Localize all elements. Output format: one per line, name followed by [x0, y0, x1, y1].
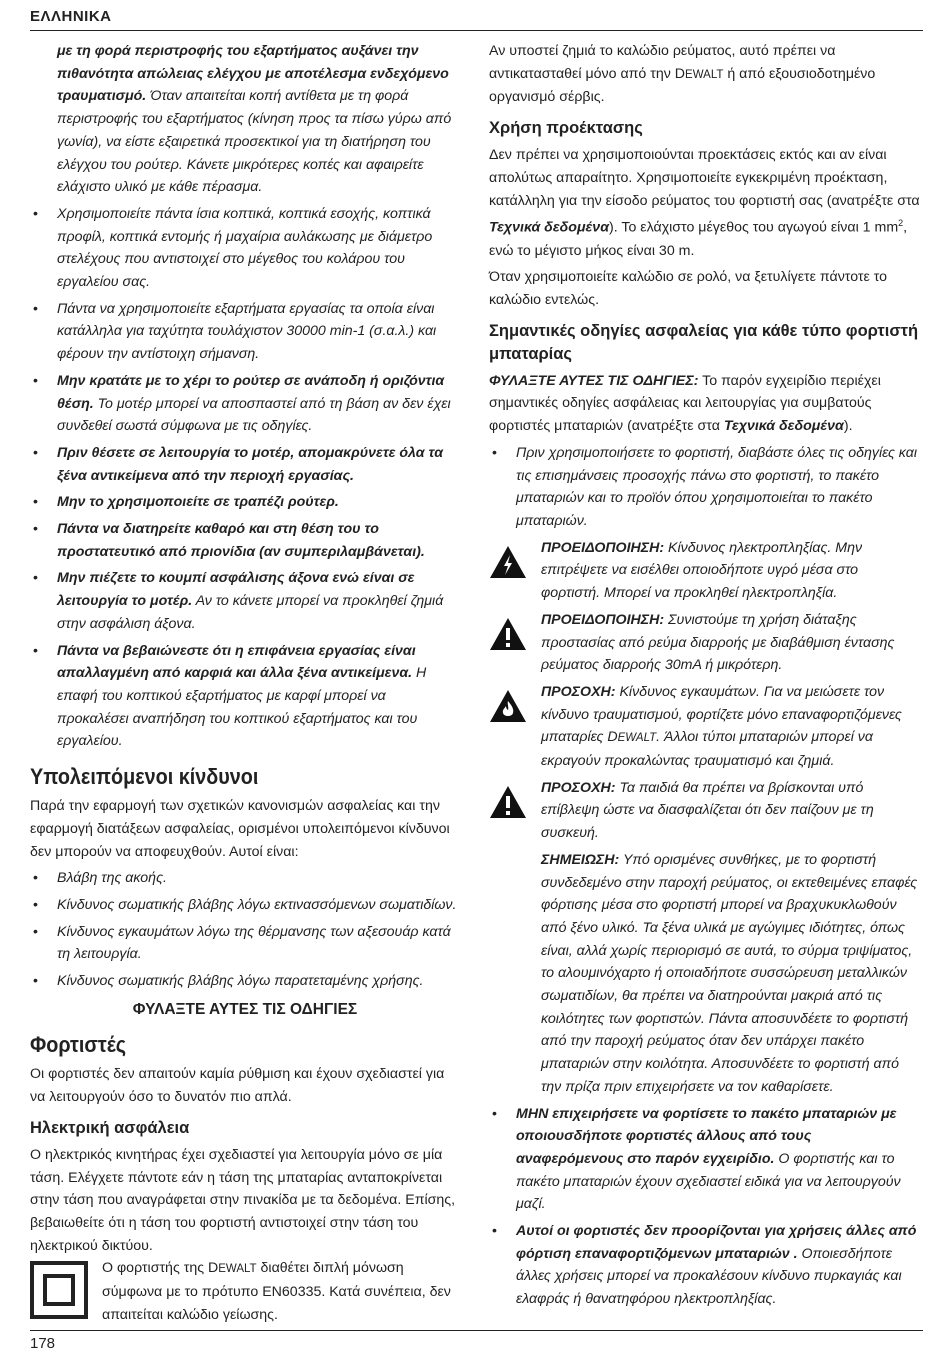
heading-residual-risks: Υπολειπόμενοι κίνδυνοι [30, 764, 259, 790]
left-column [30, 40, 460, 1326]
list-item: • Πριν θέσετε σε λειτουργία το μοτέρ, απομακρύνετε όλα τα ξένα αντικείμενα από την περιοχή εργασίας. [30, 442, 460, 487]
list-item: • Κίνδυνος σωματικής βλάβης λόγω παρατεταμένης χρήσης. [30, 970, 460, 993]
cable-paragraph: Αν υποστεί ζημιά το καλώδιο ρεύματος, αυτό πρέπει να αντικατασταθεί μόνο από την DEWALT ή από εξουσιοδοτημένο οργανισμό σέρβις. [489, 43, 876, 106]
list-item: • Πάντα να βεβαιώνεστε ότι η επιφάνεια εργασίας είναι απαλλαγμένη από καρφιά και άλλα ξένα αντικείμενα. Η επαφή του κοπτικού εξαρτήματος με καρφί μπορεί να προκαλέσει αναπήδηση του κοπτικού εξαρτήματος και του εργαλείου. [30, 640, 460, 754]
list-item: • Αυτοί οι φορτιστές δεν προορίζονται για χρήσεις άλλες από φόρτιση επαναφορτιζόμενων μπαταριών . Οποιεσδήποτε άλλες χρήσεις μπορεί να προκαλέσουν κίνδυνο πυρκαγιάς και ελαφράς ή θανατηφόρου ηλεκτροπληξίας. [489, 1220, 921, 1311]
list-item: • Μην κρατάτε με το χέρι το ρούτερ σε ανάποδη ή οριζόντια θέση. Το μοτέρ μπορεί να αποσπαστεί από τη βάση αν δεν έχει συνδεθεί σωστά σύμφωνα με τις οδηγίες. [30, 370, 460, 438]
list-item: • Μην πιέζετε το κουμπί ασφάλισης άξονα ενώ είναι σε λειτουργία το μοτέρ. Αν το κάνετε μπορεί να προκληθεί ζημιά στην ασφάλιση άξονα. [30, 567, 460, 635]
double-insulation-note: Ο φορτιστής της DEWALT διαθέτει διπλή μόνωση σύμφωνα με το πρότυπο EN60335. Κατά συνέπεια, δεν απαιτείται καλώδιο γείωσης. [30, 1257, 460, 1326]
electrical-paragraph: Ο ηλεκτρικός κινητήρας έχει σχεδιαστεί για λειτουργία μόνο σε μία τάση. Ελέγχετε πάντοτε εάν η τάση της μπαταρίας ανταποκρίνεται στην τάση που αναγράφεται στην πινακίδα με τα δεδομένα. Επίσης, βεβαιωθείτε ότι η τάση του φορτιστή αντιστοιχεί στην τάση του ηλεκτρικού δικτύου. [30, 1146, 456, 1254]
warning-rcd: ΠΡΟΕΙΔΟΠΟΙΗΣΗ: Συνιστούμε τη χρήση διάταξης προστασίας από ρεύμα διαρροής με διαβάθμιση έντασης ρεύματος διαρροής 30mA ή μικρότερη. [489, 609, 921, 677]
list-item: • ΜΗΝ επιχειρήσετε να φορτίσετε το πακέτο μπαταριών με οποιουσδήποτε φορτιστές άλλους από τους αναφερόμενους στο παρόν εγχειρίδιο. Ο φορτιστής και το πακέτο μπαταριών έχουν σχεδιαστεί ειδικά για να λειτουργούν μαζί. [489, 1103, 921, 1217]
important-paragraph: ΦΥΛΑΞΤΕ ΑΥΤΕΣ ΤΙΣ ΟΔΗΓΙΕΣ: Το παρόν εγχειρίδιο περιέχει σημαντικές οδηγίες ασφάλειας και λειτουργίας για συμβατούς φορτιστές μπαταριών (ανατρέξτε στα Τεχνικά δεδομένα). [489, 372, 881, 435]
language-label: ΕΛΛΗΝΙΚΑ [30, 8, 112, 25]
list-item: • Κίνδυνος εγκαυμάτων λόγω της θέρμανσης των αξεσουάρ κατά τη λειτουργία. [30, 921, 460, 966]
list-item: • Πάντα να διατηρείτε καθαρό και στη θέση του το προστατευτικό από πριονίδια (αν συμπεριλαμβάνεται). [30, 518, 460, 563]
kickback-paragraph: με τη φορά περιστροφής του εξαρτήματος αυξάνει την πιθανότητα απώλειας ελέγχου με αποτέλεσμα ενδεχόμενο τραυματισμό. Όταν απαιτείται κοπή αντίθετα με τη φορά περιστροφής του εξαρτήματος (κίνηση προς τα πίσω γύρω από γωνία), να είστε εξαιρετικά προσεκτικοί για τη διατήρηση του ελέγχου του ρούτερ. Κάνετε μικρότερες κοπές και αφαιρείτε ελάχιστο υλικό με κάθε πέρασμα. [57, 43, 452, 196]
right-column [489, 40, 921, 1315]
list-item: • Χρησιμοποιείτε πάντα ίσια κοπτικά, κοπτικά εσοχής, κοπτικά προφίλ, κοπτικά εντομής ή μαχαίρια αυλάκωσης με διάμετρο στελέχους που αντιστοιχεί στο μέγεθος του κολάρου του εργαλείου σας. [30, 203, 460, 294]
footer-rule [30, 1330, 923, 1331]
reel-paragraph: Όταν χρησιμοποιείτε καλώδιο σε ρολό, να ξετυλίγετε πάντοτε το καλώδιο εντελώς. [489, 269, 888, 309]
double-insulation-icon [30, 1261, 88, 1319]
residual-intro: Παρά την εφαρμογή των σχετικών κανονισμών ασφαλείας και την εφαρμογή διατάξεων ασφαλείας, ορισμένοι υπολειπόμενοι κίνδυνοι δεν μπορούν να αποφευχθούν. Αυτοί είναι: [30, 798, 450, 860]
heading-extension: Χρήση προέκτασης [489, 119, 643, 138]
list-item: • Πάντα να χρησιμοποιείτε εξαρτήματα εργασίας τα οποία είναι κατάλληλα για ταχύτητα τουλάχιστον 30000 min-1 (σ.α.λ.) και φέρουν την αντίστοιχη σήμανση. [30, 298, 460, 366]
electric-shock-warning-icon [489, 545, 527, 579]
caution-children: ΠΡΟΣΟΧΗ: Τα παιδιά θα πρέπει να βρίσκονται υπό επίβλεψη ώστε να διασφαλίζεται ότι δεν παίζουν με τη συσκευή. [489, 777, 921, 845]
list-item: • Μην το χρησιμοποιείτε σε τραπέζι ρούτερ. [30, 491, 460, 514]
warning-shock: ΠΡΟΕΙΔΟΠΟΙΗΣΗ: Κίνδυνος ηλεκτροπληξίας. Μην επιτρέψετε να εισέλθει οποιοδήποτε υγρό μέσα στο φορτιστή. Μπορεί να προκληθεί ηλεκτροπληξία. [489, 537, 921, 605]
caution-burn: ΠΡΟΣΟΧΗ: Κίνδυνος εγκαυμάτων. Για να μειώσετε τον κίνδυνο τραυματισμού, φορτίζετε μόνο επαναφορτιζόμενες μπαταρίες DEWALT. Άλλοι τύποι μπαταριών μπορεί να εκραγούν προκαλώντας τραυματισμό και ζημιά. [489, 681, 921, 773]
save-instructions: ΦΥΛΑΞΤΕ ΑΥΤΕΣ ΤΙΣ ΟΔΗΓΙΕΣ [132, 1000, 358, 1018]
heading-important-instructions: Σημαντικές οδηγίες ασφαλείας για κάθε τύπο φορτιστή μπαταρίας [489, 321, 919, 363]
heading-chargers: Φορτιστές [30, 1032, 127, 1058]
fire-warning-icon [489, 689, 527, 723]
extension-paragraph: Δεν πρέπει να χρησιμοποιούνται προεκτάσεις εκτός και αν είναι απολύτως απαραίτητο. Χρησιμοποιείτε εγκεκριμένη προέκταση, κατάλληλη για την είσοδο ρεύματος του φορτιστή σας (ανατρέξτε στα Τεχνικά δεδομένα). Το ελάχιστο μέγεθος του αγωγού είναι 1 $mm^2$, ενώ το μέγιστο μήκος είναι 30 m. [489, 147, 920, 259]
list-item: • Πριν χρησιμοποιήσετε το φορτιστή, διαβάστε όλες τις οδηγίες και τις επισημάνσεις προσοχής πάνω στο φορτιστή, το πακέτο μπαταριών και το προϊόν όπου χρησιμοποιείται το πακέτο μπαταριών. [489, 442, 921, 533]
page-header [30, 8, 923, 31]
list-item: • Κίνδυνος σωματικής βλάβης λόγω εκτινασσόμενων σωματιδίων. [30, 894, 460, 917]
heading-electrical-safety: Ηλεκτρική ασφάλεια [30, 1118, 190, 1137]
page-number: 178 [30, 1335, 56, 1352]
list-item: • Βλάβη της ακοής. [30, 867, 460, 890]
exclamation-caution-icon [489, 785, 527, 819]
exclamation-warning-icon [489, 617, 527, 651]
chargers-paragraph: Οι φορτιστές δεν απαιτούν καμία ρύθμιση και έχουν σχεδιαστεί για να λειτουργούν όσο το δυνατόν πιο απλά. [30, 1066, 445, 1106]
note-block: ΣΗΜΕΙΩΣΗ: Υπό ορισμένες συνθήκες, με το φορτιστή συνδεδεμένο στην παροχή ρεύματος, οι εκτεθειμένες επαφές φόρτισης μέσα στο φορτιστή μπορεί να βραχυκυκλωθούν από ξένο υλικό. Τα ξένα υλικά με αγώγιμες ιδιότητες, όπως είναι, αλλά χωρίς περιορισμό σε αυτά, το σύρμα τριψίματος, το αλουμινόχαρτο ή οποιαδήποτε συσσώρευση μεταλλικών σωματιδίων, θα πρέπει να διατηρούνται μακριά από τις κοιλότητες των φορτιστών. Πάντα αποσυνδέετε το φορτιστή από την παροχή ρεύματος όταν δεν υπάρχει πακέτο μπαταριών στην κοιλότητα. Αποσυνδέετε το φορτιστή από την πρίζα πριν επιχειρήσετε να τον καθαρίσετε. [541, 851, 918, 1095]
